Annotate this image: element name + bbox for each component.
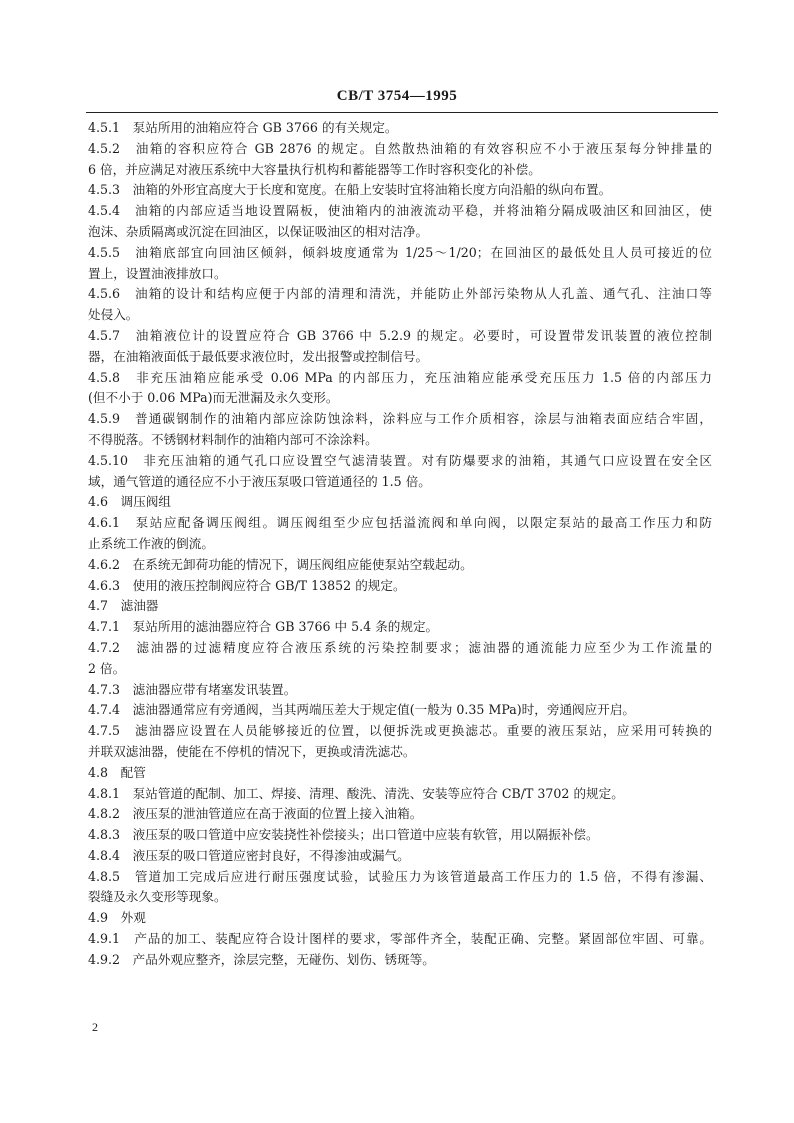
text-line: 4.5.6 油箱的设计和结构应便于内部的清理和清洗，并能防止外部污染物从人孔盖、通气孔、注油口等 — [88, 286, 712, 302]
text-line: 4.9.1 产品的加工、装配应符合设计图样的要求，零部件齐全，装配正确、完整。紧固部位牢固、可靠。 — [88, 931, 712, 947]
text-line: 4.8.3 液压泵的吸口管道中应安装挠性补偿接头；出口管道中应装有软管，用以隔振补偿。 — [88, 827, 599, 843]
text-line: 4.6.2 在系统无卸荷功能的情况下，调压阀组应能使泵站空载起动。 — [88, 556, 473, 572]
text-line: 4.6 调压阀组 — [88, 494, 171, 510]
text-line: 置上，设置油液排放口。 — [88, 265, 227, 281]
text-line: 并联双滤油器，使能在不停机的情况下，更换或清洗滤芯。 — [88, 743, 416, 759]
text-line: 4.6.3 使用的液压控制阀应符合 GB/T 13852 的规定。 — [88, 577, 406, 593]
text-line: 4.7.4 滤油器通常应有旁通阀，当其两端压差大于规定值(一般为 0.35 MPa)时，旁通阀应开启。 — [88, 702, 636, 718]
text-line: 器，在油箱液面低于最低要求液位时，发出报警或控制信号。 — [88, 348, 429, 364]
page-number: 2 — [92, 1020, 98, 1034]
document-body — [88, 118, 712, 971]
text-line: 4.7.2 滤油器的过滤精度应符合液压系统的污染控制要求；滤油器的通流能力应至少为工作流量的 — [88, 639, 712, 655]
text-line: 4.8.2 液压泵的泄油管道应在高于液面的位置上接入油箱。 — [88, 806, 423, 822]
text-line: 4.9 外观 — [88, 910, 146, 926]
page-header: CB/T 3754—1995 — [336, 88, 458, 104]
text-line: 4.8.1 泵站管道的配制、加工、焊接、清理、酸洗、清洗、安装等应符合 CB/T 3702 的规定。 — [88, 785, 624, 801]
text-line: 4.7.5 滤油器应设置在人员能够接近的位置，以便拆洗或更换滤芯。重要的液压泵站，应采用可转换的 — [88, 723, 712, 739]
text-line: 4.5.8 非充压油箱应能承受 0.06 MPa 的内部压力，充压油箱应能承受充压压力 1.5 倍的内部压力 — [88, 369, 712, 385]
text-line: 4.7 滤油器 — [88, 598, 159, 614]
text-line: 4.5.9 普通碳钢制作的油箱内部应涂防蚀涂料，涂料应与工作介质相容，涂层与油箱表面应结合牢固， — [88, 411, 712, 427]
text-line: 6 倍，并应满足对液压系统中大容量执行机构和蓄能器等工作时容积变化的补偿。 — [88, 161, 541, 177]
text-line: 4.7.3 滤油器应带有堵塞发讯装置。 — [88, 681, 297, 697]
text-line: 域，通气管道的通径应不小于液压泵吸口管道通径的 1.5 倍。 — [88, 473, 431, 489]
text-line: 4.5.4 油箱的内部应适当地设置隔板，使油箱内的油液流动平稳，并将油箱分隔成吸油区和回油区，使 — [88, 203, 712, 219]
text-line: 4.8 配管 — [88, 764, 146, 780]
text-line: 4.6.1 泵站应配备调压阀组。调压阀组至少应包括溢流阀和单向阀，以限定泵站的最高工作压力和防 — [88, 515, 712, 531]
text-line: 4.5.5 油箱底部宜向回油区倾斜，倾斜坡度通常为 1/25～1/20；在回油区的最低处且人员可接近的位 — [88, 244, 712, 260]
text-line: 裂缝及永久变形等现象。 — [88, 889, 227, 905]
text-line: 4.7.1 泵站所用的滤油器应符合 GB 3766 中 5.4 条的规定。 — [88, 619, 439, 635]
text-line: 泡沫、杂质隔离或沉淀在回油区，以保证吸油区的相对洁净。 — [88, 223, 429, 239]
text-line: 2 倍。 — [88, 660, 126, 676]
text-line: 4.8.4 液压泵的吸口管道应密封良好，不得渗油或漏气。 — [88, 847, 410, 863]
text-line: 4.5.1 泵站所用的油箱应符合 GB 3766 的有关规定。 — [88, 120, 398, 135]
text-line: 4.5.2 油箱的容积应符合 GB 2876 的规定。自然散热油箱的有效容积应不小于液压泵每分钟排量的 — [88, 140, 712, 156]
text-line: 4.5.3 油箱的外形宜高度大于长度和宽度。在船上安装时宜将油箱长度方向沿船的纵向布置。 — [88, 182, 612, 198]
text-line: 4.9.2 产品外观应整齐，涂层完整，无碰伤、划伤、锈斑等。 — [88, 951, 435, 967]
text-line: (但不小于 0.06 MPa)而无泄漏及永久变形。 — [88, 390, 339, 406]
text-line: 止系统工作液的倒流。 — [88, 535, 214, 551]
text-line: 处侵入。 — [88, 307, 139, 323]
text-line: 4.5.10 非充压油箱的通气孔口应设置空气滤清装置。对有防爆要求的油箱，其通气口应设置在安全区 — [88, 452, 712, 468]
text-line: 4.8.5 管道加工完成后应进行耐压强度试验，试验压力为该管道最高工作压力的 1.5 倍，不得有渗漏、 — [88, 868, 712, 884]
text-line: 不得脱落。不锈钢材料制作的油箱内部可不涂涂料。 — [88, 431, 378, 447]
header-rule — [86, 112, 718, 113]
text-line: 4.5.7 油箱液位计的设置应符合 GB 3766 中 5.2.9 的规定。必要时，可设置带发讯装置的液位控制 — [88, 327, 712, 343]
